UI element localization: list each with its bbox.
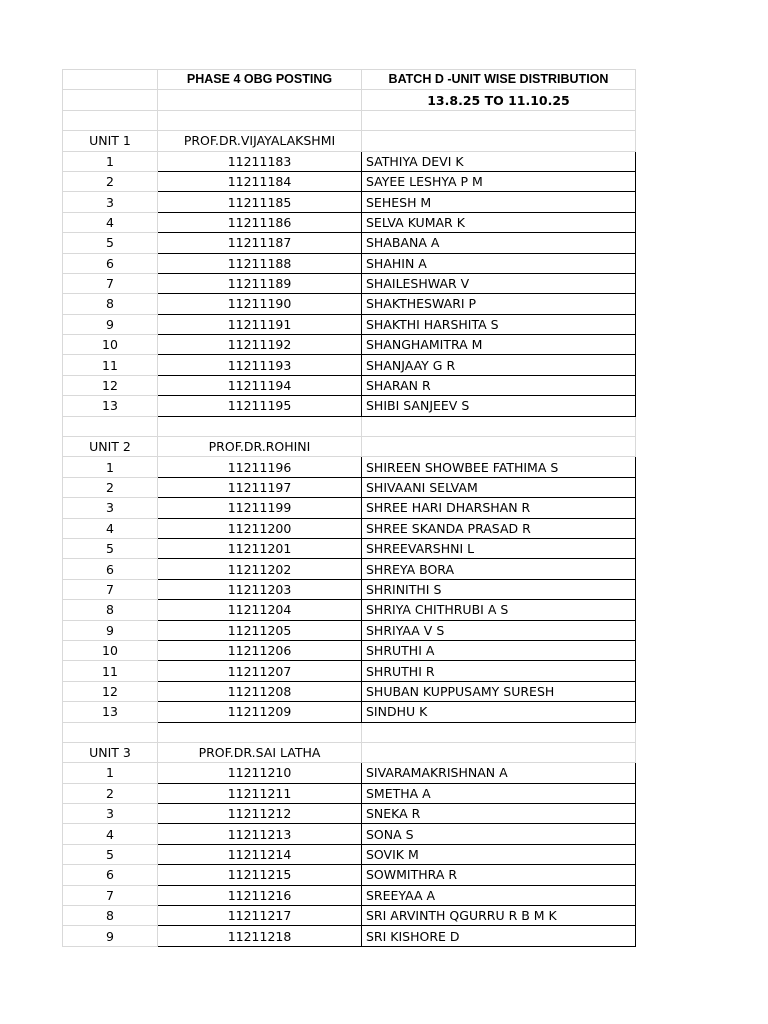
sheet-body xyxy=(63,70,636,947)
distribution-title: BATCH D -UNIT WISE DISTRIBUTION xyxy=(362,70,636,90)
posting-title: PHASE 4 OBG POSTING xyxy=(158,70,362,90)
student-id: 11211187 xyxy=(158,233,362,253)
student-id: 11211206 xyxy=(158,640,362,660)
student-name: SHAHIN A xyxy=(362,253,636,273)
student-name: SNEKA R xyxy=(362,804,636,824)
student-serial: 5 xyxy=(63,538,158,558)
student-row xyxy=(63,253,636,273)
student-name: SHREE HARI DHARSHAN R xyxy=(362,498,636,518)
student-serial: 7 xyxy=(63,273,158,293)
student-serial: 5 xyxy=(63,844,158,864)
student-name: SHAILESHWAR V xyxy=(362,273,636,293)
student-row xyxy=(63,538,636,558)
unit-professor: PROF.DR.SAI LATHA xyxy=(158,742,362,762)
unit-label: UNIT 1 xyxy=(63,131,158,151)
student-serial: 3 xyxy=(63,498,158,518)
student-row xyxy=(63,681,636,701)
spacer-cell xyxy=(362,722,636,742)
student-serial: 13 xyxy=(63,396,158,416)
student-serial: 2 xyxy=(63,171,158,191)
student-serial: 5 xyxy=(63,233,158,253)
student-serial: 2 xyxy=(63,477,158,497)
student-name: SINDHU K xyxy=(362,702,636,722)
spacer-cell xyxy=(63,722,158,742)
student-serial: 6 xyxy=(63,559,158,579)
student-name: SHREEVARSHNI L xyxy=(362,538,636,558)
student-id: 11211212 xyxy=(158,804,362,824)
dates-blank-cell xyxy=(158,90,362,110)
spacer-cell xyxy=(158,416,362,436)
student-serial: 1 xyxy=(63,763,158,783)
student-id: 11211194 xyxy=(158,375,362,395)
student-row xyxy=(63,702,636,722)
student-id: 11211190 xyxy=(158,294,362,314)
unit-header-row xyxy=(63,437,636,457)
distribution-sheet xyxy=(62,69,636,947)
posting-dates: 13.8.25 TO 11.10.25 xyxy=(362,90,636,110)
student-row xyxy=(63,804,636,824)
student-id: 11211185 xyxy=(158,192,362,212)
student-serial: 3 xyxy=(63,192,158,212)
unit-header-blank xyxy=(362,742,636,762)
student-id: 11211216 xyxy=(158,885,362,905)
student-id: 11211188 xyxy=(158,253,362,273)
student-serial: 8 xyxy=(63,600,158,620)
student-serial: 3 xyxy=(63,804,158,824)
unit-label: UNIT 2 xyxy=(63,437,158,457)
student-name: SHIBI SANJEEV S xyxy=(362,396,636,416)
student-id: 11211210 xyxy=(158,763,362,783)
student-name: SHAKTHESWARI P xyxy=(362,294,636,314)
student-row xyxy=(63,824,636,844)
student-name: SELVA KUMAR K xyxy=(362,212,636,232)
student-row xyxy=(63,151,636,171)
student-id: 11211192 xyxy=(158,335,362,355)
student-id: 11211191 xyxy=(158,314,362,334)
student-row xyxy=(63,600,636,620)
student-id: 11211215 xyxy=(158,865,362,885)
student-name: SATHIYA DEVI K xyxy=(362,151,636,171)
unit-label: UNIT 3 xyxy=(63,742,158,762)
student-row xyxy=(63,355,636,375)
student-id: 11211217 xyxy=(158,906,362,926)
dates-blank-cell xyxy=(63,90,158,110)
dates-row xyxy=(63,90,636,110)
student-row xyxy=(63,763,636,783)
student-id: 11211183 xyxy=(158,151,362,171)
spacer-row xyxy=(63,416,636,436)
student-name: SHUBAN KUPPUSAMY SURESH xyxy=(362,681,636,701)
student-serial: 7 xyxy=(63,885,158,905)
student-name: SHAKTHI HARSHITA S xyxy=(362,314,636,334)
student-row xyxy=(63,192,636,212)
student-row xyxy=(63,906,636,926)
student-id: 11211208 xyxy=(158,681,362,701)
student-name: SHIREEN SHOWBEE FATHIMA S xyxy=(362,457,636,477)
student-id: 11211196 xyxy=(158,457,362,477)
student-serial: 12 xyxy=(63,681,158,701)
student-id: 11211189 xyxy=(158,273,362,293)
student-row xyxy=(63,396,636,416)
header-blank-cell xyxy=(63,70,158,90)
student-row xyxy=(63,559,636,579)
student-id: 11211203 xyxy=(158,579,362,599)
unit-professor: PROF.DR.ROHINI xyxy=(158,437,362,457)
student-serial: 7 xyxy=(63,579,158,599)
student-name: SRI KISHORE D xyxy=(362,926,636,946)
student-serial: 4 xyxy=(63,518,158,538)
student-serial: 11 xyxy=(63,355,158,375)
student-id: 11211201 xyxy=(158,538,362,558)
student-serial: 9 xyxy=(63,314,158,334)
student-id: 11211209 xyxy=(158,702,362,722)
student-id: 11211195 xyxy=(158,396,362,416)
spacer-cell xyxy=(362,110,636,130)
student-row xyxy=(63,844,636,864)
student-row xyxy=(63,294,636,314)
student-id: 11211184 xyxy=(158,171,362,191)
student-serial: 1 xyxy=(63,151,158,171)
spacer-cell xyxy=(158,110,362,130)
student-row xyxy=(63,375,636,395)
student-serial: 2 xyxy=(63,783,158,803)
student-name: SONA S xyxy=(362,824,636,844)
student-serial: 4 xyxy=(63,212,158,232)
student-id: 11211193 xyxy=(158,355,362,375)
student-name: SMETHA A xyxy=(362,783,636,803)
student-name: SHRINITHI S xyxy=(362,579,636,599)
spacer-cell xyxy=(63,416,158,436)
student-row xyxy=(63,620,636,640)
spacer-row xyxy=(63,110,636,130)
student-serial: 8 xyxy=(63,906,158,926)
student-row xyxy=(63,233,636,253)
unit-header-blank xyxy=(362,437,636,457)
spacer-row xyxy=(63,722,636,742)
student-row xyxy=(63,212,636,232)
student-name: SOVIK M xyxy=(362,844,636,864)
spacer-cell xyxy=(158,722,362,742)
unit-header-row xyxy=(63,742,636,762)
student-row xyxy=(63,273,636,293)
student-id: 11211211 xyxy=(158,783,362,803)
unit-professor: PROF.DR.VIJAYALAKSHMI xyxy=(158,131,362,151)
student-name: SHANJAAY G R xyxy=(362,355,636,375)
student-name: SHREE SKANDA PRASAD R xyxy=(362,518,636,538)
student-serial: 4 xyxy=(63,824,158,844)
header-row xyxy=(63,70,636,90)
student-name: SHRUTHI R xyxy=(362,661,636,681)
student-name: SHANGHAMITRA M xyxy=(362,335,636,355)
student-name: SHABANA A xyxy=(362,233,636,253)
student-serial: 6 xyxy=(63,253,158,273)
student-id: 11211204 xyxy=(158,600,362,620)
student-serial: 12 xyxy=(63,375,158,395)
student-row xyxy=(63,783,636,803)
student-row xyxy=(63,579,636,599)
student-name: SHRIYA CHITHRUBI A S xyxy=(362,600,636,620)
student-id: 11211197 xyxy=(158,477,362,497)
student-row xyxy=(63,885,636,905)
student-serial: 1 xyxy=(63,457,158,477)
student-name: SIVARAMAKRISHNAN A xyxy=(362,763,636,783)
student-name: SHIVAANI SELVAM xyxy=(362,477,636,497)
student-id: 11211213 xyxy=(158,824,362,844)
student-serial: 8 xyxy=(63,294,158,314)
student-serial: 10 xyxy=(63,335,158,355)
student-id: 11211218 xyxy=(158,926,362,946)
student-row xyxy=(63,171,636,191)
student-row xyxy=(63,640,636,660)
student-name: SOWMITHRA R xyxy=(362,865,636,885)
student-name: SEHESH M xyxy=(362,192,636,212)
student-serial: 13 xyxy=(63,702,158,722)
student-serial: 6 xyxy=(63,865,158,885)
student-id: 11211214 xyxy=(158,844,362,864)
student-name: SREEYAA A xyxy=(362,885,636,905)
student-name: SHREYA BORA xyxy=(362,559,636,579)
student-row xyxy=(63,498,636,518)
student-id: 11211199 xyxy=(158,498,362,518)
student-row xyxy=(63,314,636,334)
student-row xyxy=(63,926,636,946)
unit-header-blank xyxy=(362,131,636,151)
student-id: 11211200 xyxy=(158,518,362,538)
student-row xyxy=(63,661,636,681)
student-row xyxy=(63,457,636,477)
spacer-cell xyxy=(362,416,636,436)
student-id: 11211205 xyxy=(158,620,362,640)
student-id: 11211207 xyxy=(158,661,362,681)
student-row xyxy=(63,335,636,355)
student-name: SRI ARVINTH QGURRU R B M K xyxy=(362,906,636,926)
student-id: 11211202 xyxy=(158,559,362,579)
student-name: SHRIYAA V S xyxy=(362,620,636,640)
student-name: SHARAN R xyxy=(362,375,636,395)
student-name: SAYEE LESHYA P M xyxy=(362,171,636,191)
spacer-cell xyxy=(63,110,158,130)
student-serial: 9 xyxy=(63,926,158,946)
student-id: 11211186 xyxy=(158,212,362,232)
student-name: SHRUTHI A xyxy=(362,640,636,660)
student-row xyxy=(63,865,636,885)
student-row xyxy=(63,477,636,497)
student-serial: 10 xyxy=(63,640,158,660)
student-serial: 9 xyxy=(63,620,158,640)
unit-header-row xyxy=(63,131,636,151)
student-serial: 11 xyxy=(63,661,158,681)
student-row xyxy=(63,518,636,538)
